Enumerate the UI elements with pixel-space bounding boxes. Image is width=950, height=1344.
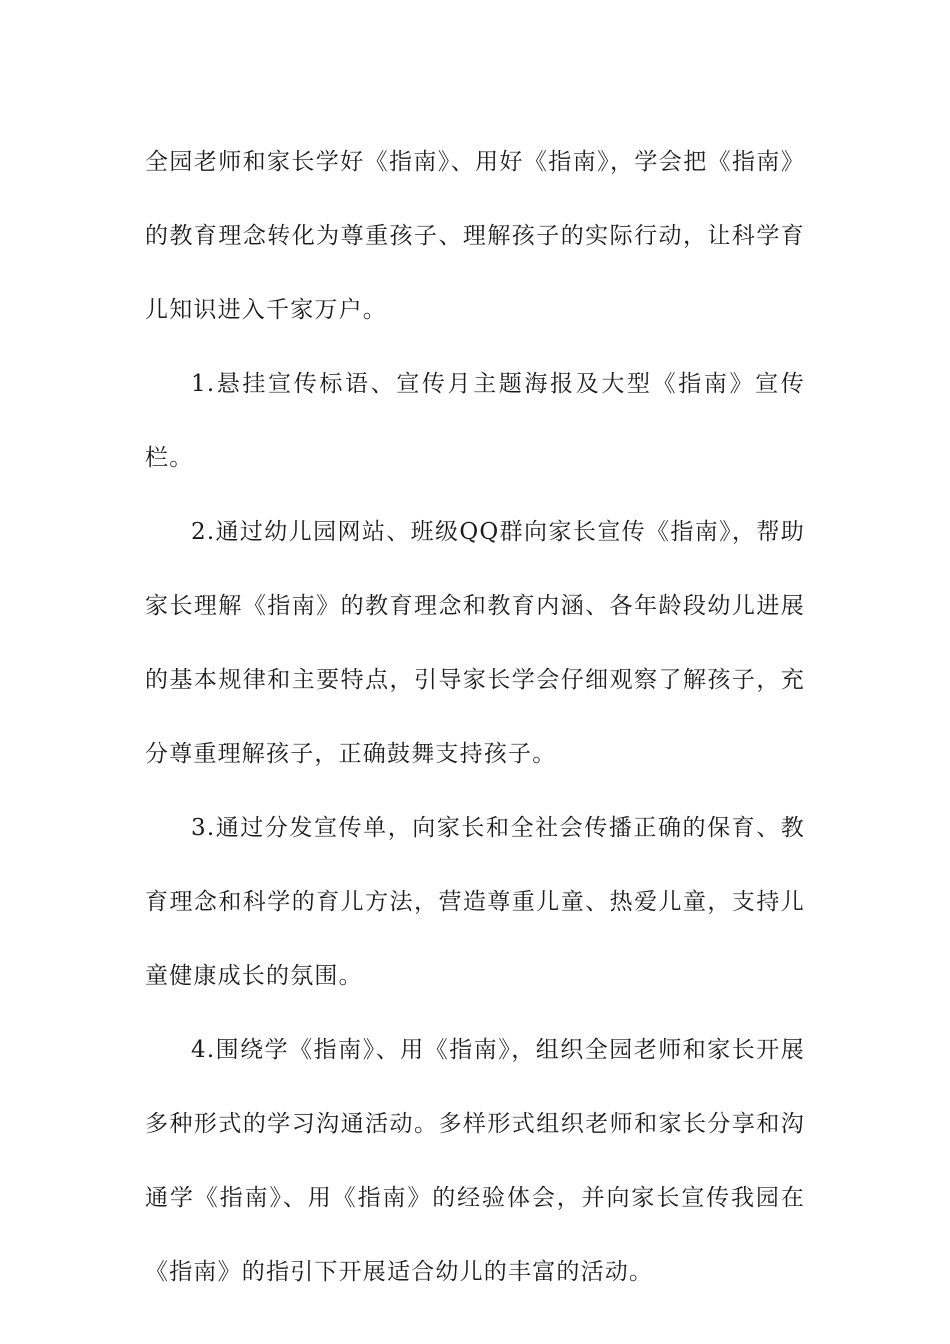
document-body [145, 125, 805, 1309]
paragraph-item-1: 1.悬挂宣传标语、宣传月主题海报及大型《指南》宣传栏。 [145, 371, 805, 471]
paragraph-item-3: 3.通过分发宣传单，向家长和全社会传播正确的保育、教育理念和科学的育儿方法，营造尊重儿童、热爱儿童，支持儿童健康成长的氛围。 [145, 815, 805, 989]
paragraph-item-2: 2.通过幼儿园网站、班级QQ群向家长宣传《指南》，帮助家长理解《指南》的教育理念和教育内涵、各年龄段幼儿进展的基本规律和主要特点，引导家长学会仔细观察了解孩子，充分尊重理解孩子，正确鼓舞支持孩子。 [145, 519, 805, 767]
paragraph-continuation: 全园老师和家长学好《指南》、用好《指南》，学会把《指南》的教育理念转化为尊重孩子、理解孩子的实际行动，让科学育儿知识进入千家万户。 [145, 149, 805, 323]
paragraph-item-4: 4.围绕学《指南》、用《指南》，组织全园老师和家长开展多种形式的学习沟通活动。多样形式组织老师和家长分享和沟通学《指南》、用《指南》的经验体会，并向家长宣传我园在《指南》的指引下开展适合幼儿的丰富的活动。 [145, 1037, 805, 1285]
